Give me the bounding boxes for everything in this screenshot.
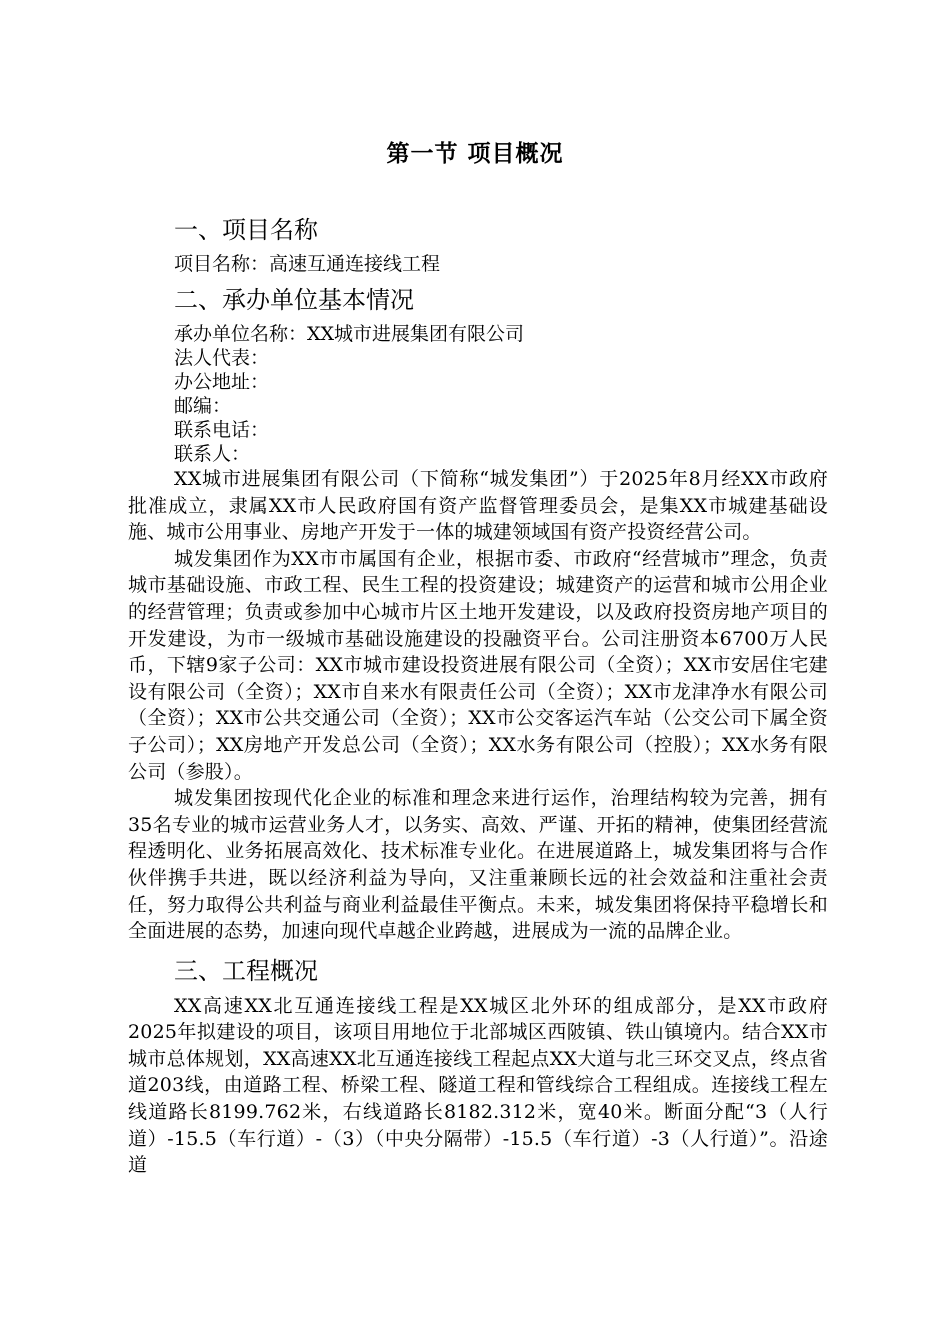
contact-person-line: 联系人： <box>174 443 251 465</box>
paragraph-company-operation: 城发集团按现代化企业的标准和理念来进行运作，治理结构较为完善，拥有35名专业的城市运营业务人才，以务实、高效、严谨、开拓的精神，使集团经营流程透明化、业务拓展高效化、技术标准专业化。在进展道路上，城发集团将与合作伙伴携手共进，既以经济利益为导向，又注重兼顾长远的社会效益和注重社会责任，努力取得公共利益与商业利益最佳平衡点。未来，城发集团将保持平稳增长和全面进展的态势，加速向现代卓越企业跨越，进展成为一流的品牌企业。 <box>128 787 828 943</box>
paragraph-company-intro: XX城市进展集团有限公司（下简称“城发集团”）于2025年8月经XX市政府批准成立，隶属XX市人民政府国有资产监督管理委员会，是集XX市城建基础设施、城市公用事业、房地产开发于一体的城建领域国有资产投资经营公司。 <box>128 468 828 544</box>
paragraph-company-role: 城发集团作为XX市市属国有企业，根据市委、市政府“经营城市”理念，负责城市基础设施、市政工程、民生工程的投资建设；城建资产的运营和城市公用企业的经营管理；负责或参加中心城市片区土地开发建设，以及政府投资房地产项目的开发建设，为市一级城市基础设施建设的投融资平台。公司注册资本6700万人民币，下辖9家子公司：XX市城市建设投资进展有限公司（全资）；XX市安居住宅建设有限公司（全资）；XX市自来水有限责任公司（全资）；XX市龙津净水有限公司（全资）；XX市公共交通公司（全资）；XX市公交客运汽车站（公交公司下属全资子公司）；XX房地产开发总公司（全资）；XX水务有限公司（控股）；XX水务有限公司（参股）。 <box>128 547 828 783</box>
project-name-line: 项目名称：高速互通连接线工程 <box>174 253 441 275</box>
paragraph-project-overview: XX高速XX北互通连接线工程是XX城区北外环的组成部分，是XX市政府2025年拟建设的项目，该项目用地位于北部城区西陂镇、铁山镇境内。结合XX市城市总体规划，XX高速XX北互通连接线工程起点XX大道与北三环交叉点，终点省道203线，由道路工程、桥梁工程、隧道工程和管线综合工程组成。连接线工程左线道路长8199.762米，右线道路长8182.312米，宽40米。断面分配“3（人行道）-15.5（车行道）-（3）（中央分隔带）-15.5（车行道）-3（人行道）”。沿途道 <box>128 994 828 1177</box>
phone-line: 联系电话： <box>174 419 270 441</box>
document-body <box>128 210 828 1179</box>
legal-representative-line: 法人代表： <box>174 347 270 369</box>
section-heading-project-name: 一、项目名称 <box>174 216 318 244</box>
office-address-line: 办公地址： <box>174 371 270 393</box>
page-title: 第一节 项目概况 <box>386 141 564 167</box>
postal-code-line: 邮编： <box>174 395 232 417</box>
section-heading-project-overview: 三、工程概况 <box>174 956 318 985</box>
section-heading-organizer: 二、承办单位基本情况 <box>174 286 414 314</box>
organizer-name-line: 承办单位名称：XX城市进展集团有限公司 <box>174 323 525 345</box>
